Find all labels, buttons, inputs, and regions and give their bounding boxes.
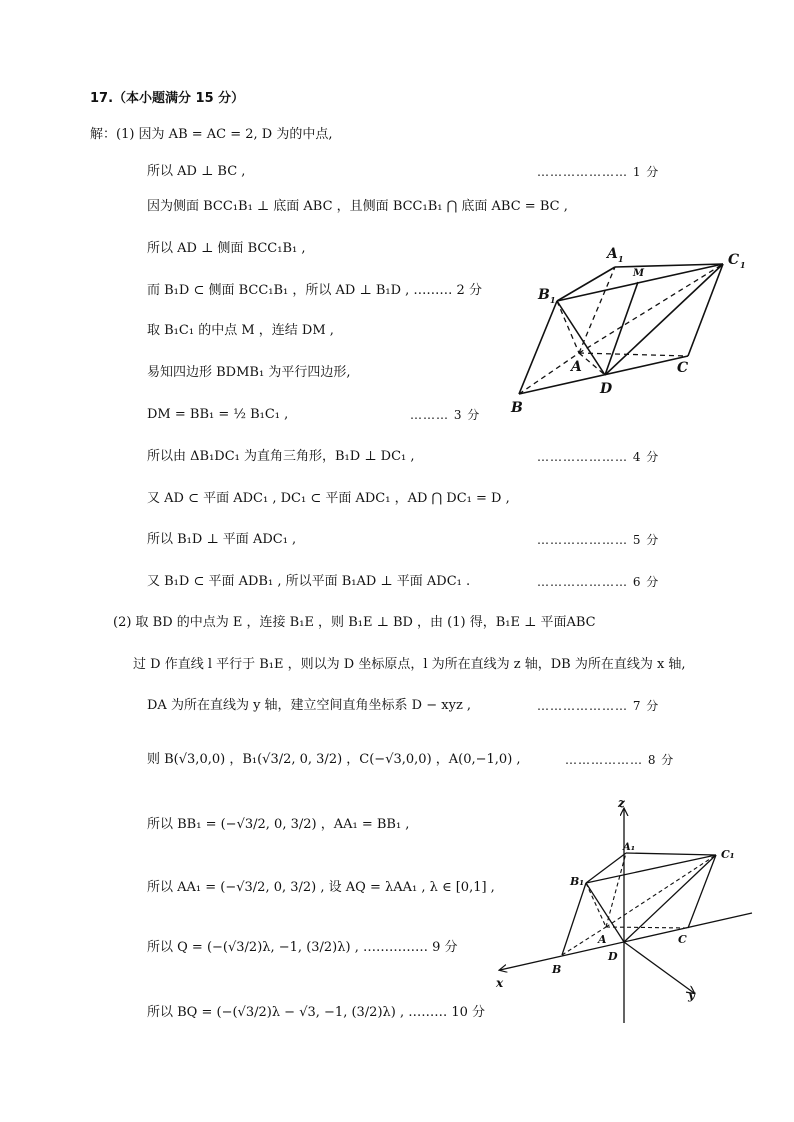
part2-line-5: 所以 AA₁ = (−√3/2, 0, 3/2) , 设 AQ = λAA₁ , λ ∈ [0,1] , bbox=[147, 880, 495, 895]
part2-line-3: 则 B(√3,0,0) ，B₁(√3/2, 0, 3/2) ，C(−√3,0,0) ，A(0,−1,0) , bbox=[147, 752, 521, 767]
label-C: C bbox=[677, 360, 689, 376]
label-C1: C bbox=[728, 252, 740, 268]
label-A: A bbox=[598, 933, 607, 946]
edge-D-C1 bbox=[605, 264, 723, 375]
part1-score-10: ………………… 5 分 bbox=[537, 533, 660, 547]
edge-A1-C1 bbox=[626, 853, 716, 855]
edge-D-M bbox=[605, 282, 638, 375]
part1-line-11: 又 B₁D ⊂ 平面 ADB₁ , 所以平面 B₁AD ⊥ 平面 ADC₁ . bbox=[147, 574, 471, 589]
x-axis bbox=[500, 913, 752, 970]
part1-line-7: DM = BB₁ = ½ B₁C₁ , bbox=[147, 407, 289, 422]
edge-B1-A bbox=[557, 301, 579, 353]
part1-line-3: 所以 AD ⊥ 侧面 BCC₁B₁ , bbox=[147, 241, 306, 256]
problem-title: 17.（本小题满分 15 分） bbox=[90, 91, 245, 106]
part2-line-2: DA 为所在直线为 y 轴，建立空间直角坐标系 D − xyz , bbox=[147, 698, 472, 713]
edge-B1-A1 bbox=[557, 267, 615, 301]
edge-A-C bbox=[579, 353, 688, 356]
part1-line-9: 又 AD ⊂ 平面 ADC₁ , DC₁ ⊂ 平面 ADC₁ ，AD ⋂ DC₁ = D , bbox=[147, 491, 510, 506]
part2-line-4: 所以 BB₁ = (−√3/2, 0, 3/2) ，AA₁ = BB₁ , bbox=[147, 817, 410, 832]
coordinate-figure bbox=[490, 795, 765, 1030]
label-x: x bbox=[496, 976, 504, 990]
part1-score-11: ………………… 6 分 bbox=[537, 575, 660, 589]
label-B1: B₁ bbox=[570, 875, 585, 888]
part2-intro: (2) 取 BD 的中点为 E ，连接 B₁E ，则 B₁E ⊥ BD ，由 (1) 得，B₁E ⊥ 平面ABC bbox=[113, 615, 596, 630]
part2-score-2: ………………… 7 分 bbox=[537, 699, 660, 713]
edge-B-B1 bbox=[519, 301, 557, 394]
edge-C1-C bbox=[688, 264, 723, 356]
edge-D-C1 bbox=[624, 855, 716, 942]
label-B: B bbox=[511, 400, 523, 416]
label-A1: A bbox=[607, 246, 618, 262]
label-C1: C₁ bbox=[721, 848, 735, 861]
label-A1: A₁ bbox=[623, 842, 636, 853]
part1-intro: 解：(1) 因为 AB = AC = 2, D 为的中点, bbox=[90, 127, 333, 142]
label-C1-sub: 1 bbox=[740, 260, 746, 270]
edge-A1-C1 bbox=[615, 264, 723, 267]
part2-line-7: 所以 BQ = (−(√3/2)λ − √3, −1, (3/2)λ) , ……… 10 分 bbox=[147, 1005, 486, 1020]
y-axis bbox=[624, 942, 694, 993]
part2-score-3: ……………… 8 分 bbox=[565, 753, 675, 767]
part1-line-6: 易知四边形 BDMB₁ 为平行四边形, bbox=[147, 365, 351, 380]
edge-B-B1 bbox=[562, 883, 586, 955]
part1-score-8: ………………… 4 分 bbox=[537, 450, 660, 464]
prism-figure bbox=[505, 240, 755, 420]
edge-A-A1 bbox=[606, 853, 626, 927]
label-D: D bbox=[600, 381, 613, 397]
label-A1-sub: 1 bbox=[618, 254, 624, 264]
label-C: C bbox=[678, 933, 687, 946]
part1-line-4: 而 B₁D ⊂ 侧面 BCC₁B₁ ，所以 AD ⊥ B₁D , ……… 2 分 bbox=[147, 283, 482, 298]
part2-line-6: 所以 Q = (−(√3/2)λ, −1, (3/2)λ) , …………… 9 分 bbox=[147, 940, 458, 955]
edge-A-C bbox=[606, 927, 688, 928]
label-M: M bbox=[633, 268, 645, 279]
label-B1: B bbox=[538, 287, 550, 303]
part1-score-7: ……… 3 分 bbox=[410, 408, 481, 422]
edge-B1-A bbox=[586, 883, 606, 927]
part1-line-2: 因为侧面 BCC₁B₁ ⊥ 底面 ABC ，且侧面 BCC₁B₁ ⋂ 底面 ABC = BC , bbox=[147, 199, 568, 214]
edge-A-A1 bbox=[579, 267, 615, 353]
label-y: y bbox=[688, 988, 695, 1002]
part1-line-8: 所以由 ΔB₁DC₁ 为直角三角形，B₁D ⊥ DC₁ , bbox=[147, 449, 415, 464]
label-A: A bbox=[571, 359, 582, 375]
label-z: z bbox=[618, 796, 625, 810]
part2-line-1: 过 D 作直线 l 平行于 B₁E ，则以为 D 坐标原点，l 为所在直线为 z 轴，DB 为所在直线为 x 轴, bbox=[133, 657, 686, 672]
part1-score-1: ………………… 1 分 bbox=[537, 165, 660, 179]
edge-A-C1 bbox=[579, 264, 723, 353]
label-D: D bbox=[608, 950, 618, 963]
part1-line-1: 所以 AD ⊥ BC , bbox=[147, 164, 246, 179]
part1-line-10: 所以 B₁D ⊥ 平面 ADC₁ , bbox=[147, 532, 297, 547]
label-B: B bbox=[552, 963, 562, 976]
part1-line-5: 取 B₁C₁ 的中点 M ，连结 DM , bbox=[147, 323, 334, 338]
label-B1-sub: 1 bbox=[550, 295, 556, 305]
edge-C1-C bbox=[688, 855, 716, 928]
